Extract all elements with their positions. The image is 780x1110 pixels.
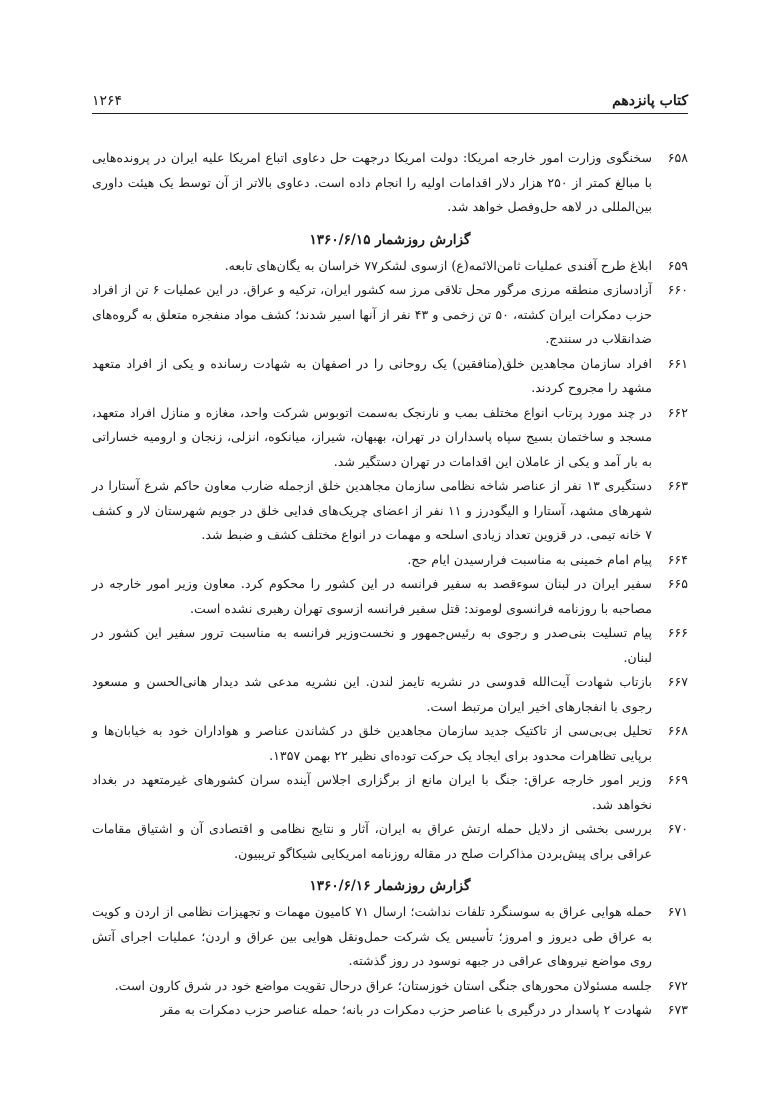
book-title: کتاب پانزدهم bbox=[612, 93, 688, 109]
entry-number: ۶۶۷ bbox=[667, 674, 688, 689]
entry-number: ۶۶۳ bbox=[667, 478, 688, 493]
entry-number: ۶۷۰ bbox=[667, 821, 688, 836]
chronology-entry bbox=[92, 254, 688, 279]
chronology-entry bbox=[92, 817, 688, 866]
entry-number: ۶۷۱ bbox=[667, 904, 688, 919]
entry-text: پیام امام خمینی به مناسبت فرارسیدن ایام حج. bbox=[407, 551, 652, 567]
entry-number: ۶۷۲ bbox=[667, 977, 688, 993]
entry-number: ۶۶۴ bbox=[667, 551, 688, 567]
entry-text: آزادسازی منطقه مرزی مرگور محل تلاقی مرز سه کشور ایران، ترکیه و عراق. در این عملیات ۶ تن از افراد حزب دمکرات ایران کشته، ۵۰ تن زخمی و ۴۳ نفر از آنها اسیر شدند؛ کشف مواد منفجره متعلق به گروه‌های ضدانقلاب در سنندج. bbox=[92, 282, 652, 346]
entry-number: ۶۶۹ bbox=[667, 772, 688, 787]
entry-text: دستگیری ۱۳ نفر از عناصر شاخه نظامی سازمان مجاهدین خلق ازجمله ضارب معاون حاکم شرع آستارا در شهرهای مشهد، آستارا و الیگودرز و ۱۱ نفر از اعضای چریک‌های فدایی خلق در جویم شهرستان لار و کشف ۷ خانه تیمی. در قزوین تعداد زیادی اسلحه و مهمات در انواع مختلف کشف و ضبط شد. bbox=[92, 478, 652, 542]
entry-number: ۶۷۳ bbox=[667, 1002, 688, 1017]
page-content bbox=[92, 146, 688, 1023]
chronology-entry bbox=[92, 621, 688, 670]
entry-text: در چند مورد پرتاب انواع مختلف بمب و نارنجک به‌سمت اتوبوس شرکت واحد، مغازه و منازل افراد متعهد، مسجد و ساختمان بسیج سپاه پاسداران در تهران، بهبهان، شیراز، میانکوه، انزلی، زنجان و ارومیه خساراتی به بار آمد و یکی از عاملان این اقدامات در تهران دستگیر شد. bbox=[92, 404, 652, 469]
entry-number: ۶۶۵ bbox=[667, 576, 688, 591]
entry-text: افراد سازمان مجاهدین خلق(منافقین) یک روحانی را در اصفهان به شهادت رسانده و یکی از افراد متعهد مشهد را مجروح کردند. bbox=[92, 355, 652, 395]
entry-text: بازتاب شهادت آیت‌الله قدوسی در نشریه تایمز لندن. این نشریه مدعی شد دیدار هانی‌الحسن و مسعود رجوی با انفجارهای اخیر ایران مرتبط است. bbox=[92, 674, 652, 714]
chronology-entry bbox=[92, 401, 688, 475]
entry-number: ۶۵۹ bbox=[667, 257, 688, 273]
chronology-entry bbox=[92, 146, 688, 220]
section-title: گزارش روزشمار ۱۳۶۰/۶/۱۵ bbox=[309, 231, 471, 248]
chronology-entry bbox=[92, 572, 688, 621]
chronology-entry bbox=[92, 548, 688, 573]
entry-text: سخنگوی وزارت امور خارجه امریکا: دولت امریکا درجهت حل دعاوی اتباع امریکا علیه ایران در پرونده‌هایی با مبالغ کمتر از ۲۵۰ هزار دلار اقدامات اولیه را انجام داده است. دعاوی بالاتر از آن توسط یک هیئت داوری بین‌المللی در لاهه حل‌وفصل خواهد شد. bbox=[92, 150, 652, 214]
entry-text: ابلاغ طرح آفندی عملیات ثامن‌الائمه(ع) ازسوی لشکر۷۷ خراسان به یگان‌های تابعه. bbox=[224, 257, 652, 273]
page-number: ۱۲۶۴ bbox=[92, 93, 123, 109]
entry-text: وزیر امور خارجه عراق: جنگ با ایران مانع از برگزاری اجلاس آینده سران کشورهای غیرمتعهد در بغداد نخواهد شد. bbox=[92, 772, 652, 812]
entry-text: حمله هوایی عراق به سوسنگرد تلفات نداشت؛ ارسال ۷۱ کامیون مهمات و تجهیزات نظامی از اردن و کویت به عراق طی دیروز و امروز؛ تأسیس یک شرکت حمل‌ونقل هوایی بین عراق و اردن؛ عملیات اجرای آتش روی مواضع نیروهای عراقی در جبهه نوسود در روز گذشته. bbox=[92, 904, 653, 968]
chronology-entry bbox=[92, 768, 688, 817]
entry-text: جلسه مسئولان محورهای جنگی استان خوزستان؛ عراق درحال تقویت مواضع خود در شرق کارون است. bbox=[114, 977, 652, 993]
entry-text: شهادت ۲ پاسدار در درگیری با عناصر حزب دمکرات در بانه؛ حمله عناصر حزب دمکرات به مقر bbox=[160, 1002, 652, 1017]
page-header bbox=[92, 88, 688, 114]
entry-text: بررسی بخشی از دلایل حمله ارتش عراق به ایران، آثار و نتایج نظامی و اقتصادی آن و اشتیاق مقامات عراقی برای پیش‌بردن مذاکرات صلح در مقاله روزنامه امریکایی شیکاگو تریبیون. bbox=[92, 821, 652, 861]
entry-number: ۶۶۱ bbox=[667, 355, 688, 371]
entry-number: ۶۶۲ bbox=[667, 404, 688, 420]
chronology-entry bbox=[92, 900, 688, 974]
chronology-entry bbox=[92, 719, 688, 768]
entry-text: پیام تسلیت بنی‌صدر و رجوی به رئیس‌جمهور و نخست‌وزیر فرانسه به مناسبت ترور سفیر این کشور در لبنان. bbox=[92, 625, 652, 665]
entry-number: ۶۶۶ bbox=[667, 625, 688, 640]
entry-number: ۶۶۸ bbox=[667, 723, 688, 738]
chronology-entry bbox=[92, 670, 688, 719]
entry-text: تحلیل بی‌بی‌سی از تاکتیک جدید سازمان مجاهدین خلق در کشاندن عناصر و هواداران خود به خیابان‌ها و برپایی تظاهرات محدود برای ایجاد یک حرکت توده‌ای نظیر ۲۲ بهمن ۱۳۵۷. bbox=[92, 723, 652, 763]
entry-number: ۶۶۰ bbox=[667, 282, 688, 297]
chronology-entry bbox=[92, 352, 688, 401]
chronology-entry bbox=[92, 974, 688, 999]
chronology-entry bbox=[92, 474, 688, 548]
entry-number: ۶۵۸ bbox=[667, 150, 688, 165]
chronology-entry bbox=[92, 998, 688, 1023]
chronology-entry bbox=[92, 278, 688, 352]
entry-text: سفیر ایران در لبنان سوءقصد به سفیر فرانسه در این کشور را محکوم کرد. معاون وزیر امور خارجه در مصاحبه با روزنامه فرانسوی لوموند: قتل سفیر فرانسه ازسوی تهران رهبری نشده است. bbox=[92, 576, 652, 616]
section-title: گزارش روزشمار ۱۳۶۰/۶/۱۶ bbox=[309, 878, 471, 894]
